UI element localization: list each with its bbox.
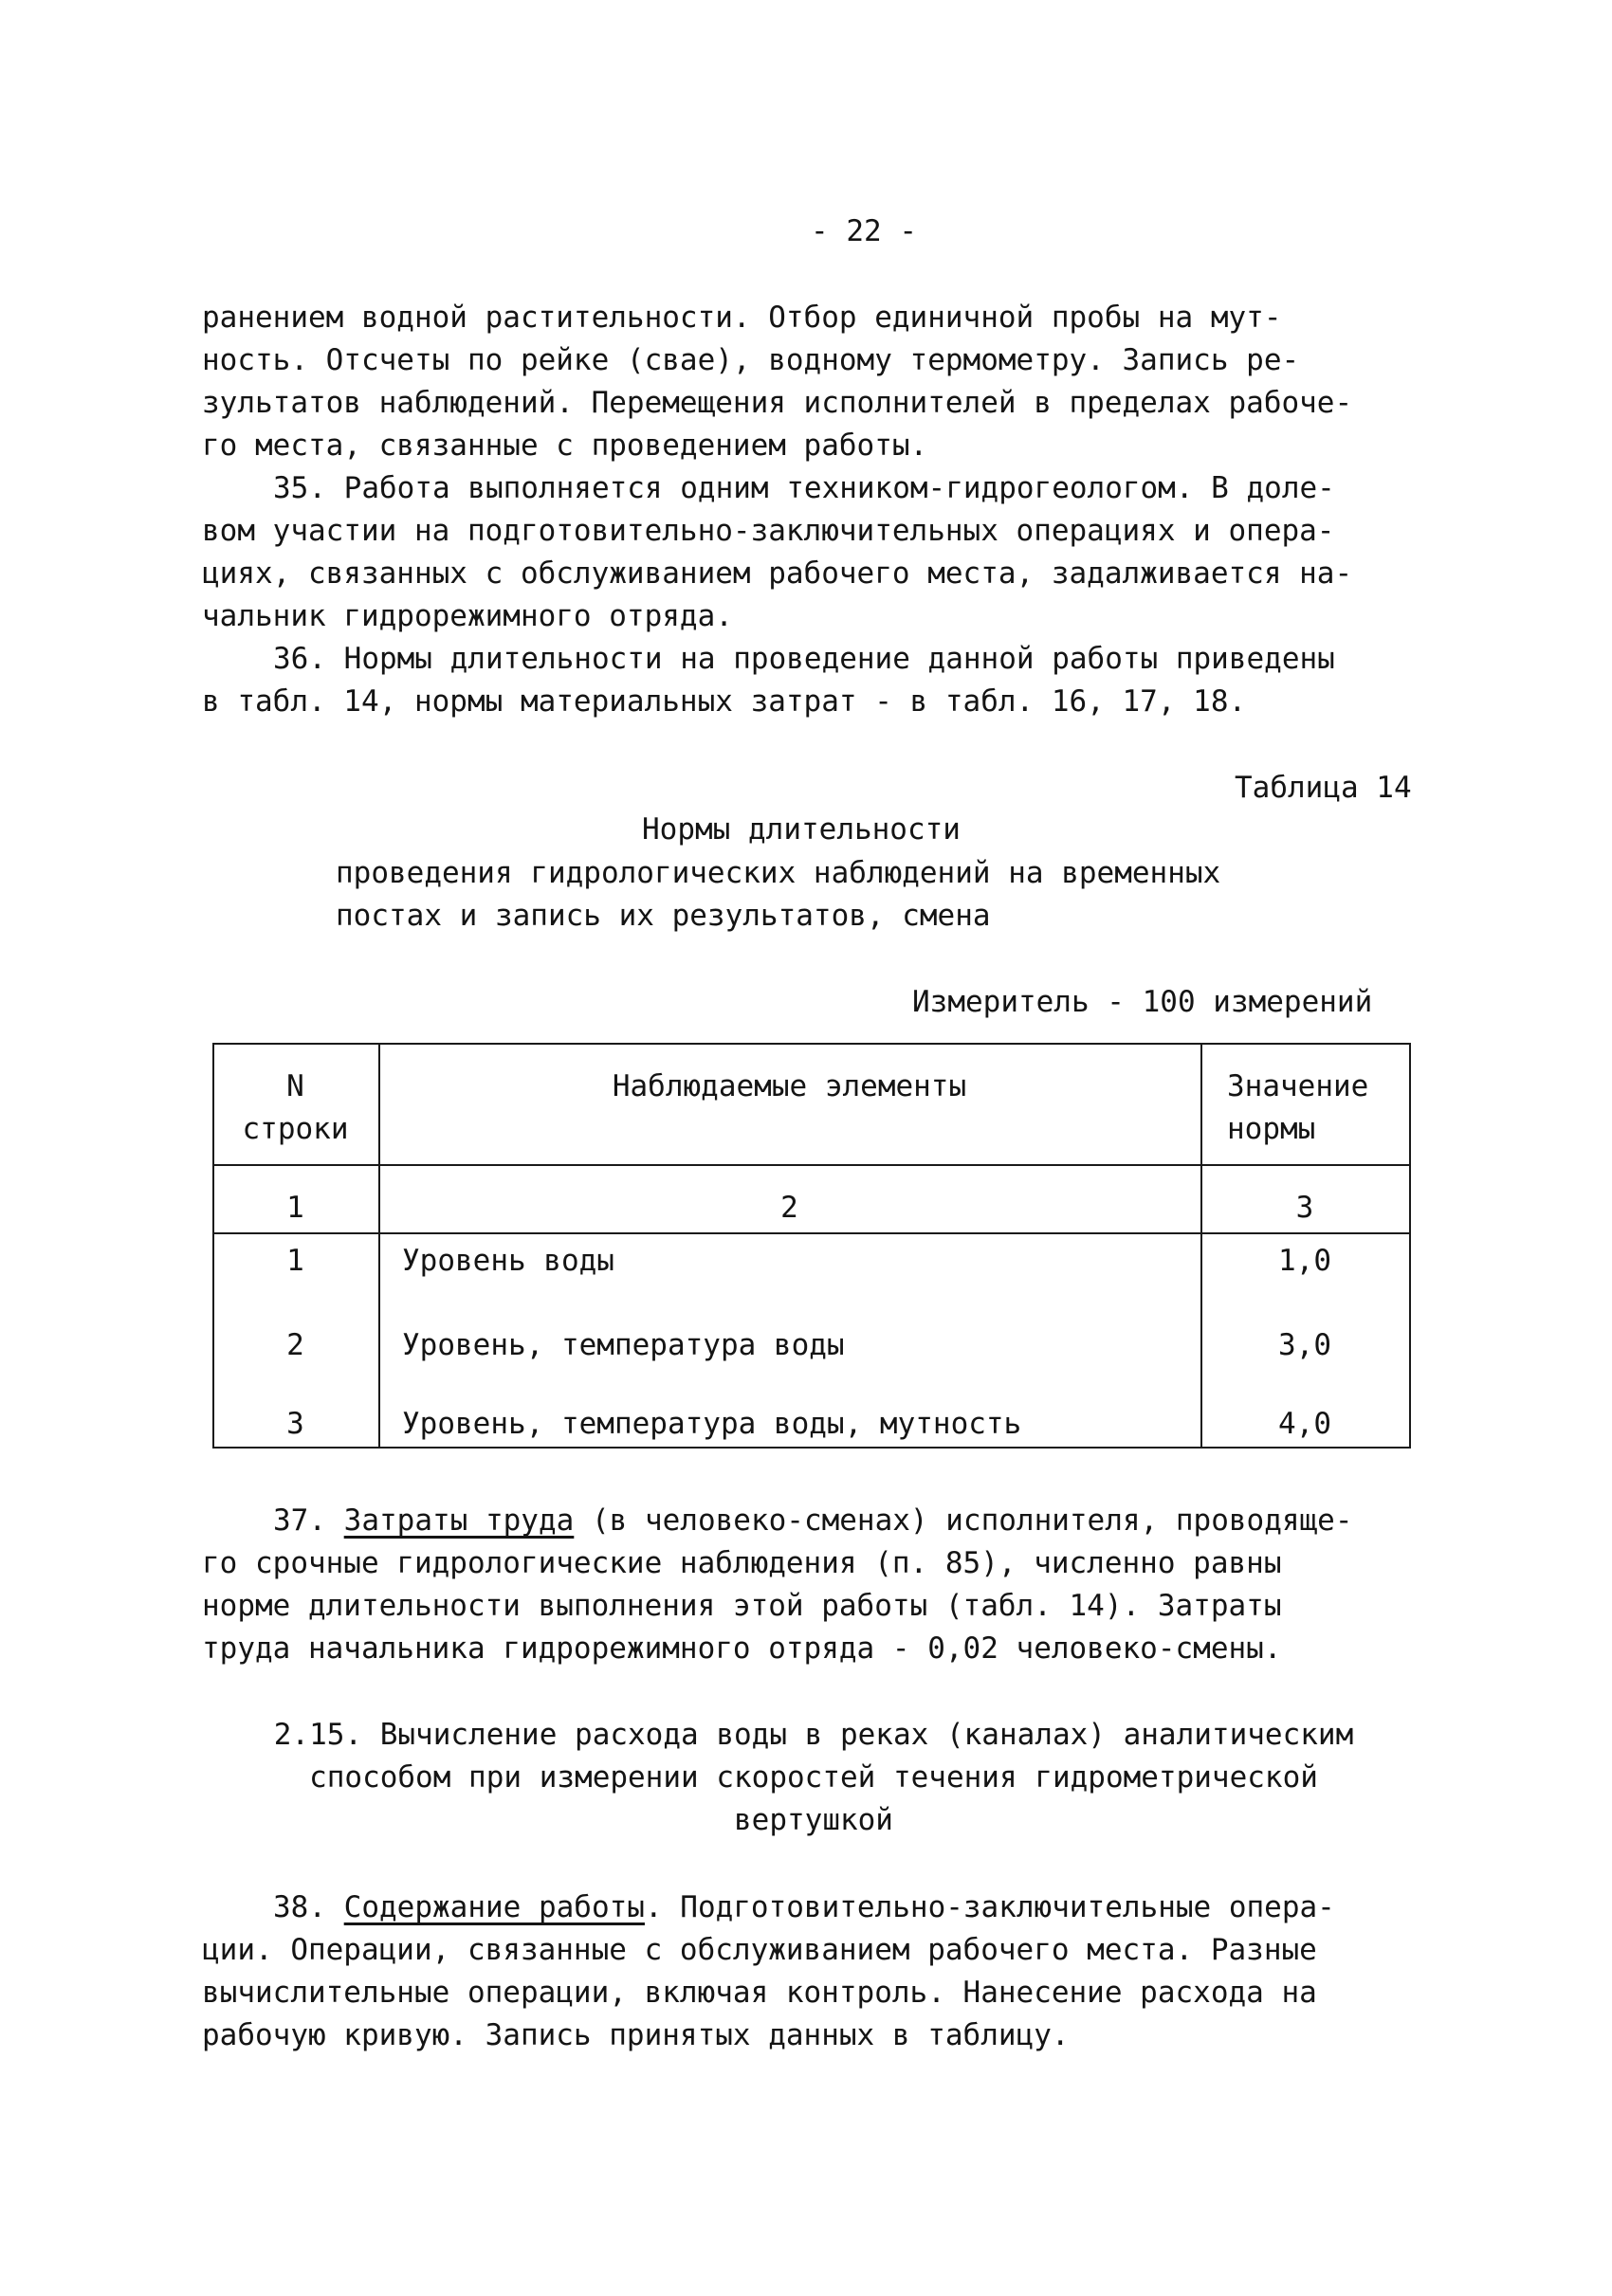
- paragraph-36-line: в табл. 14, нормы материальных затрат - в табл. 16, 17, 18.: [202, 684, 1247, 719]
- paragraph-38-line: [273, 1886, 1335, 1929]
- paragraph-37-line: труда начальника гидрорежимного отряда - 0,02 человеко-смены.: [202, 1631, 1282, 1666]
- header-row-number: N: [286, 1069, 304, 1103]
- paragraph-line: ранением водной растительности. Отбор единичной пробы на мут-: [202, 301, 1282, 335]
- paragraph-37-line: го срочные гидрологические наблюдения (п. 85), численно равны: [202, 1546, 1282, 1580]
- paragraph-35-line: 35. Работа выполняется одним техником-гидрогеологом. В доле-: [273, 471, 1335, 505]
- row-value: 1,0: [1278, 1244, 1331, 1278]
- paragraph-38-line: ции. Операции, связанные с обслуживанием рабочего места. Разные: [202, 1933, 1317, 1967]
- header-norm-value: Значение: [1227, 1069, 1369, 1103]
- paragraph-38-line: вычислительные операции, включая контроль. Нанесение расхода на: [202, 1976, 1317, 2010]
- paragraph-38-line: рабочую кривую. Запись принятых данных в таблицу.: [202, 2018, 1070, 2052]
- paragraph-line: го места, связанные с проведением работы.: [202, 428, 928, 463]
- column-number: 1: [286, 1191, 304, 1225]
- row-value: 4,0: [1278, 1407, 1331, 1441]
- paragraph-35-line: чальник гидрорежимного отряда.: [202, 599, 733, 633]
- row-value: 3,0: [1278, 1328, 1331, 1362]
- header-elements: Наблюдаемые элементы: [612, 1069, 967, 1103]
- column-number: 3: [1295, 1191, 1314, 1225]
- paragraph-37-line: [273, 1500, 1353, 1542]
- row-number: 3: [286, 1407, 304, 1441]
- table-title: Нормы длительности: [642, 812, 961, 847]
- table-subtitle: проведения гидрологических наблюдений на временных: [336, 856, 1221, 890]
- section-heading: способом при измерении скоростей течения гидрометрической: [309, 1760, 1318, 1795]
- paragraph-35-line: циях, связанных с обслуживанием рабочего места, задалживается на-: [202, 556, 1353, 591]
- paragraph-36-line: 36. Нормы длительности на проведение данной работы приведены: [273, 642, 1335, 676]
- paragraph-37-line: норме длительности выполнения этой работы (табл. 14). Затраты: [202, 1589, 1282, 1623]
- row-element: Уровень воды: [402, 1244, 614, 1278]
- paragraph-line: зультатов наблюдений. Перемещения исполнителей в пределах рабоче-: [202, 386, 1353, 420]
- table-subtitle: постах и запись их результатов, смена: [336, 899, 991, 933]
- row-element: Уровень, температура воды: [402, 1328, 845, 1362]
- paragraph-38-term: Содержание работы: [343, 1890, 645, 1924]
- row-number: 2: [286, 1328, 304, 1362]
- table-measure: Измеритель - 100 измерений: [912, 985, 1373, 1019]
- section-heading: вертушкой: [734, 1803, 893, 1837]
- paragraph-37-term: Затраты труда: [343, 1503, 575, 1538]
- paragraph-38-text: . Подготовительно-заключительные опера-: [644, 1890, 1335, 1924]
- row-element: Уровень, температура воды, мутность: [402, 1407, 1022, 1441]
- paragraph-38-number: 38.: [273, 1890, 326, 1924]
- norms-table: [212, 1043, 1411, 1449]
- row-number: 1: [286, 1244, 304, 1278]
- paragraph-37-text: (в человеко-сменах) исполнителя, проводяще-: [574, 1503, 1353, 1538]
- paragraph-37-number: 37.: [273, 1503, 326, 1538]
- paragraph-35-line: вом участии на подготовительно-заключительных операциях и опера-: [202, 514, 1335, 548]
- paragraph-line: ность. Отсчеты по рейке (свае), водному термометру. Запись ре-: [202, 343, 1300, 377]
- page-number: - 22 -: [811, 214, 917, 248]
- header-row-number: строки: [242, 1112, 349, 1146]
- column-number: 2: [780, 1191, 798, 1225]
- section-heading: 2.15. Вычисление расхода воды в реках (каналах) аналитическим: [273, 1718, 1354, 1752]
- header-norm-value: нормы: [1227, 1112, 1316, 1146]
- table-label: Таблица 14: [1235, 771, 1412, 805]
